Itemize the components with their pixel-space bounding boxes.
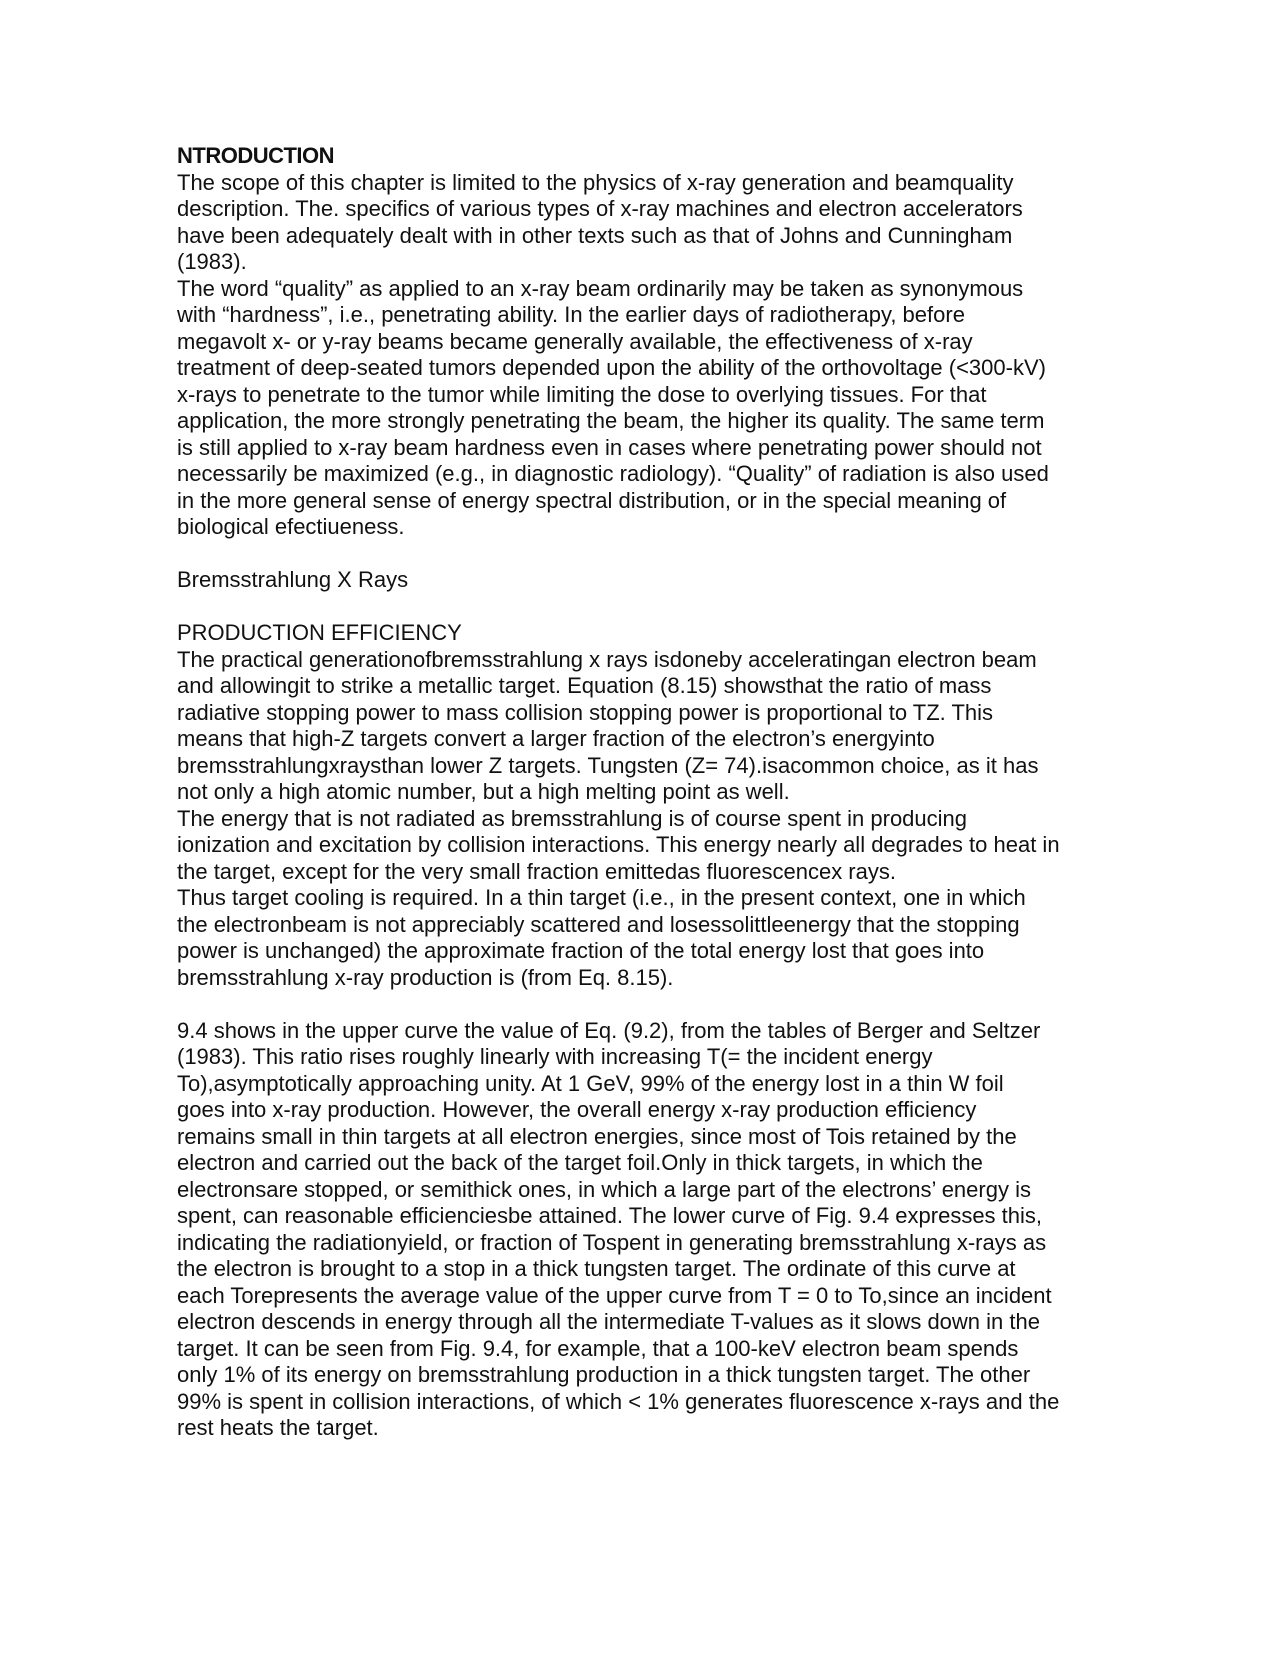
text-line: target. It can be seen from Fig. 9.4, for example, that a 100-keV electron beam spends (177, 1335, 1019, 1361)
text-line: necessarily be maximized (e.g., in diagnostic radiology). “Quality” of radiation is also used (177, 461, 1049, 486)
text-line: goes into x-ray production. However, the overall energy x-ray production efficiency (177, 1097, 977, 1122)
text-line: the electronbeam is not appreciably scattered and losessolittleenergy that the stopping (177, 911, 1020, 937)
text-line: The energy that is not radiated as bremsstrahlung is of course spent in producing (177, 805, 968, 831)
text-line: 9.4 shows in the upper curve the value of Eq. (9.2), from the tables of Berger and Seltzer (177, 1017, 1041, 1043)
text-line: x-rays to penetrate to the tumor while limiting the dose to overlying tissues. For that (177, 381, 987, 407)
text-line: electron descends in energy through all the intermediate T-values as it slows down in the (177, 1309, 1040, 1334)
production-paragraph-4 (177, 1018, 1107, 1442)
production-paragraph-2 (177, 806, 1107, 886)
text-line: power is unchanged) the approximate fraction of the total energy lost that goes into (177, 938, 985, 963)
text-line: bremsstrahlungxraysthan lower Z targets. Tungsten (Z= 74).isacommon choice, as it has (177, 752, 1039, 778)
text-line: radiative stopping power to mass collision stopping power is proportional to TZ. This (177, 699, 994, 725)
text-line: have been adequately dealt with in other texts such as that of Johns and Cunningham (177, 222, 1013, 248)
text-line: 99% is spent in collision interactions, of which < 1% generates fluorescence x-rays and the (177, 1388, 1060, 1414)
text-line: application, the more strongly penetrating the beam, the higher its quality. The same term (177, 408, 1045, 433)
introduction-paragraph-2 (177, 276, 1107, 541)
spacer (177, 594, 1107, 621)
spacer (177, 991, 1107, 1018)
text-line: To),asymptotically approaching unity. At 1 GeV, 99% of the energy lost in a thin W foil (177, 1070, 1004, 1096)
text-line: bremsstrahlung x-ray production is (from Eq. 8.15). (177, 964, 674, 990)
text-line: is still applied to x-ray beam hardness even in cases where penetrating power should not (177, 434, 1042, 460)
text-line: only 1% of its energy on bremsstrahlung production in a thick tungsten target. The other (177, 1362, 1031, 1387)
introduction-paragraph-1 (177, 170, 1107, 276)
production-paragraph-3 (177, 885, 1107, 991)
text-line: The practical generationofbremsstrahlung x rays isdoneby acceleratingan electron beam (177, 646, 1037, 672)
document-page (177, 143, 1107, 1442)
production-efficiency-heading: PRODUCTION EFFICIENCY (177, 620, 462, 645)
text-line: electronsare stopped, or semithick ones, in which a large part of the electrons’ energy is (177, 1176, 1031, 1202)
text-line: rest heats the target. (177, 1415, 379, 1440)
text-line: indicating the radiationyield, or fraction of Tospent in generating bremsstrahlung x-rays as (177, 1229, 1047, 1255)
bremsstrahlung-heading: Bremsstrahlung X Rays (177, 567, 409, 592)
text-line: the electron is brought to a stop in a thick tungsten target. The ordinate of this curve at (177, 1256, 1016, 1281)
text-line: and allowingit to strike a metallic target. Equation (8.15) showsthat the ratio of mass (177, 673, 992, 698)
text-line: The scope of this chapter is limited to the physics of x-ray generation and beamquality (177, 169, 1014, 195)
production-paragraph-1 (177, 647, 1107, 806)
text-line: electron and carried out the back of the target foil.Only in thick targets, in which the (177, 1150, 983, 1175)
text-line: with “hardness”, i.e., penetrating ability. In the earlier days of radiotherapy, before (177, 302, 965, 327)
text-line: remains small in thin targets at all electron energies, since most of Tois retained by the (177, 1123, 1017, 1149)
text-line: each Torepresents the average value of the upper curve from T = 0 to To,since an incident (177, 1282, 1052, 1308)
text-line: The word “quality” as applied to an x-ray beam ordinarily may be taken as synonymous (177, 275, 1024, 301)
text-line: ionization and excitation by collision interactions. This energy nearly all degrades to heat in (177, 832, 1060, 857)
text-line: (1983). This ratio rises roughly linearly with increasing T(= the incident energy (177, 1044, 933, 1069)
text-line: means that high-Z targets convert a larger fraction of the electron’s energyinto (177, 726, 935, 751)
text-line: megavolt x- or y-ray beams became generally available, the effectiveness of x-ray (177, 328, 973, 354)
text-line: (1983). (177, 249, 247, 274)
text-line: in the more general sense of energy spectral distribution, or in the special meaning of (177, 487, 1007, 513)
introduction-heading: NTRODUCTION (177, 143, 335, 168)
spacer (177, 541, 1107, 568)
text-line: Thus target cooling is required. In a thin target (i.e., in the present context, one in which (177, 885, 1026, 910)
text-line: spent, can reasonable efficienciesbe attained. The lower curve of Fig. 9.4 expresses this, (177, 1203, 1043, 1228)
text-line: treatment of deep-seated tumors depended upon the ability of the orthovoltage (<300-kV) (177, 355, 1046, 380)
text-line: biological efectiueness. (177, 514, 405, 539)
text-line: the target, except for the very small fraction emittedas fluorescencex rays. (177, 858, 896, 884)
text-line: not only a high atomic number, but a high melting point as well. (177, 779, 790, 804)
text-line: description. The. specifics of various types of x-ray machines and electron accelerators (177, 196, 1023, 221)
